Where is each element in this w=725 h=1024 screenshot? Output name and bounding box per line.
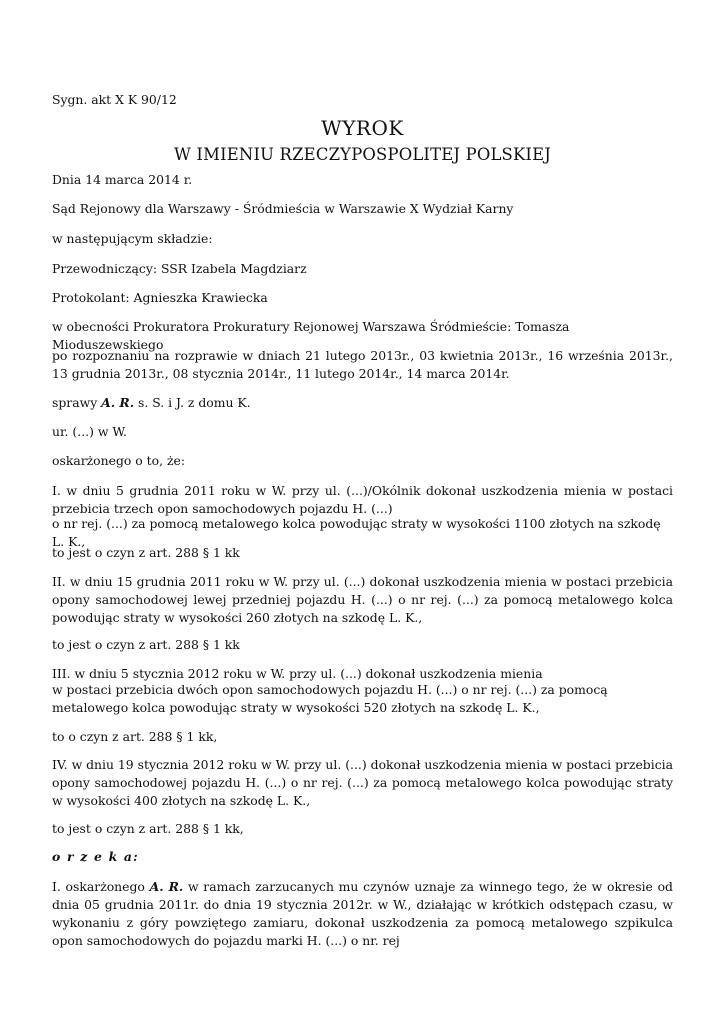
charge-4: IV. w dniu 19 stycznia 2012 roku w W. przy ul. (...) dokonał uszkodzenia mienia w postaci przebicia opony samochodowej pojazdu H. (...) o nr rej. (...) za pomocą metalowego kolca powodując straty w wysokości 400 złotych na szkodę L. K.,: [52, 757, 673, 808]
court-clerk: Protokolant: Agnieszka Krawiecka: [52, 290, 268, 305]
case-signature: Sygn. akt X K 90/12: [52, 92, 177, 107]
case-line: [52, 394, 673, 412]
birth-info: ur. (...) w W.: [52, 424, 127, 439]
presiding-judge: Przewodniczący: SSR Izabela Magdziarz: [52, 261, 307, 276]
charge-3-continued: w postaci przebicia dwóch opon samochodowych pojazdu H. (...) o nr rej. (...) za pomocą metalowego kolca powodując straty w wysokości 520 złotych na szkodę L. K.,: [52, 682, 608, 715]
charge-1-article: to jest o czyn z art. 288 § 1 kk: [52, 545, 240, 560]
charge-2-article: to jest o czyn z art. 288 § 1 kk: [52, 637, 240, 652]
charge-3-article: to o czyn z art. 288 § 1 kk,: [52, 729, 218, 744]
charge-1-continued: o nr rej. (...) za pomocą metalowego kolca powodując straty w wysokości 1100 złotych na szkodę L. K.,: [52, 516, 661, 549]
document-subtitle: W IMIENIU RZECZYPOSPOLITEJ POLSKIEJ: [173, 145, 552, 164]
ruling-heading: o r z e k a:: [52, 849, 139, 864]
hearing-dates: po rozpoznaniu na rozprawie w dniach 21 lutego 2013r., 03 kwietnia 2013r., 16 września 2013r., 13 grudnia 2013r., 08 stycznia 2014r., 11 lutego 2014r., 14 marca 2014r.: [52, 348, 673, 381]
verdict-text: w ramach zarzucanych mu czynów uznaje za winnego tego, że w okresie od dnia 05 grudnia 2011r. do dnia 19 stycznia 2012r. w W., działając w krótkich odstępach czasu, w wykonaniu z góry powziętego zamiaru, dokonał uszkodzenia za pomocą metalowego szpikulca opon samochodowych do pojazdu marki H. (...) o nr. rej: [52, 879, 673, 948]
verdict-defendant-name: A. R.: [149, 879, 184, 894]
verdict-paragraph: [52, 878, 673, 950]
case-prefix: sprawy: [52, 395, 102, 410]
charge-3: III. w dniu 5 stycznia 2012 roku w W. przy ul. (...) dokonał uszkodzenia mienia: [52, 666, 543, 681]
document-title: WYROK: [321, 116, 404, 140]
verdict-prefix: I. oskarżonego: [52, 879, 150, 894]
prosecutor: w obecności Prokuratora Prokuratury Rejonowej Warszawa Śródmieście: Tomasza Mioduszewskiego: [52, 319, 570, 352]
charge-4-article: to jest o czyn z art. 288 § 1 kk,: [52, 821, 244, 836]
charge-2: II. w dniu 15 grudnia 2011 roku w W. przy ul. (...) dokonał uszkodzenia mienia w postaci przebicia opony samochodowej lewej przedniej pojazdu H. (...) o nr rej. (...) za pomocą metalowego kolca powodując straty w wysokości 260 złotych na szkodę L. K.,: [52, 574, 673, 625]
defendant-name: A. R.: [101, 395, 135, 410]
composition-label: w następującym składzie:: [52, 231, 213, 246]
verdict-date: Dnia 14 marca 2014 r.: [52, 172, 193, 187]
accused-label: oskarżonego o to, że:: [52, 453, 186, 468]
court-name: Sąd Rejonowy dla Warszawy - Śródmieścia w Warszawie X Wydział Karny: [52, 201, 514, 216]
case-suffix: s. S. i J. z domu K.: [134, 395, 251, 410]
charge-1: I. w dniu 5 grudnia 2011 roku w W. przy ul. (...)/Okólnik dokonał uszkodzenia mienia w postaci przebicia trzech opon samochodowych pojazdu H. (...): [52, 483, 673, 516]
